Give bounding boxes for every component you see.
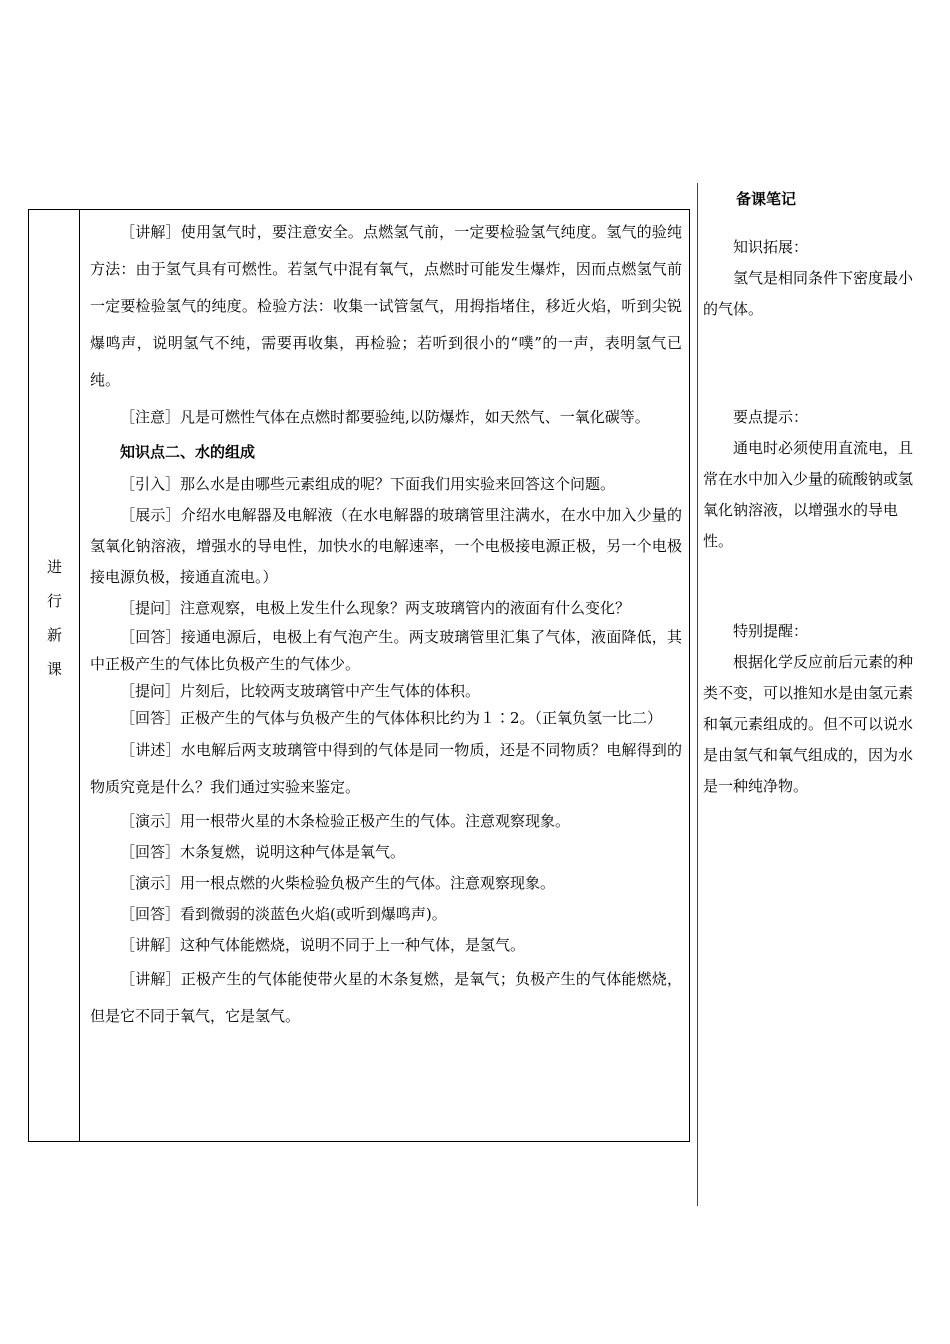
section-label-char: 课: [46, 660, 62, 678]
paragraph-answer: ［回答］接通电源后，电极上有气泡产生。两支玻璃管里汇集了气体，液面降低，其中正极产生的气体比负极产生的气体少。: [90, 628, 682, 673]
note-heading: 要点提示：: [733, 408, 809, 426]
paragraph-answer: ［回答］看到微弱的淡蓝色火焰(或听到爆鸣声)。: [120, 905, 447, 923]
paragraph-demo: ［演示］用一根带火星的木条检验正极产生的气体。注意观察现象。: [120, 812, 571, 830]
section-label-char: 新: [46, 626, 62, 644]
note-block-key-points: [703, 402, 915, 557]
note-block-special-reminder: [703, 616, 915, 802]
section-label-char: 行: [46, 592, 62, 610]
paragraph-explain-safety: ［讲解］使用氢气时，要注意安全。点燃氢气前，一定要检验氢气纯度。氢气的验纯方法：由于氢气具有可燃性。若氢气中混有氧气，点燃时可能发生爆炸，因而点燃氢气前一定要检验氢气的纯度。检验方法：收集一试管氢气，用拇指堵住，移近火焰，听到尖锐爆鸣声，说明氢气不纯，需要再收集，再检验；若听到很小的“噗”的一声，表明氢气已纯。: [90, 223, 682, 389]
paragraph-note: ［注意］凡是可燃性气体在点燃时都要验纯,以防爆炸，如天然气、一氧化碳等。: [120, 408, 650, 426]
paragraph-display: ［展示］介绍水电解器及电解液（在水电解器的玻璃管里注满水，在水中加入少量的氢氧化钠溶液，增强水的导电性，加快水的电解速率，一个电极接电源正极，另一个电极接电源负极，接通直流电。）: [90, 506, 682, 586]
note-heading: 特别提醒：: [733, 622, 809, 640]
paragraph-question: ［提问］注意观察，电极上发生什么现象？两支玻璃管内的液面有什么变化？: [120, 599, 631, 617]
note-text: 通电时必须使用直流电，且常在水中加入少量的硫酸钠或氢氧化钠溶液，以增强水的导电性。: [703, 439, 914, 550]
paragraph-explain: ［讲解］这种气体能燃烧，说明不同于上一种气体，是氢气。: [120, 936, 526, 954]
paragraph-question: ［提问］片刻后，比较两支玻璃管中产生气体的体积。: [120, 682, 481, 700]
paragraph-intro: ［引入］那么水是由哪些元素组成的呢？下面我们用实验来回答这个问题。: [120, 475, 616, 493]
note-text: 氢气是相同条件下密度最小的气体。: [703, 269, 914, 318]
note-block-extension: [703, 232, 915, 325]
lesson-content: [90, 214, 682, 1035]
section-label: [29, 550, 80, 686]
note-heading: 知识拓展：: [733, 238, 809, 256]
section-column: [29, 210, 80, 1141]
sidebar-divider: [697, 183, 698, 1206]
paragraph-explain: ［讲解］正极产生的气体能使带火星的木条复燃，是氧气；负极产生的气体能燃烧，但是它不同于氧气，它是氢气。: [90, 970, 682, 1025]
note-text: 根据化学反应前后元素的种类不变，可以推知水是由氢元素和氧元素组成的。但不可以说水是由氢气和氧气组成的，因为水是一种纯净物。: [703, 653, 914, 795]
section-heading: 知识点二、水的组成: [120, 443, 256, 461]
lesson-table: [28, 209, 690, 1142]
paragraph-answer: ［回答］正极产生的气体与负极产生的气体体积比约为１∶2。（正氧负氢一比二）: [120, 709, 663, 727]
paragraph-demo: ［演示］用一根点燃的火柴检验负极产生的气体。注意观察现象。: [120, 874, 556, 892]
sidebar-title: 备课笔记: [736, 190, 797, 208]
paragraph-answer: ［回答］木条复燃，说明这种气体是氧气。: [120, 843, 406, 861]
section-label-char: 进: [46, 558, 62, 576]
paragraph-narration: ［讲述］水电解后两支玻璃管中得到的气体是同一物质，还是不同物质？电解得到的物质究竟是什么？我们通过实验来鉴定。: [90, 741, 682, 796]
